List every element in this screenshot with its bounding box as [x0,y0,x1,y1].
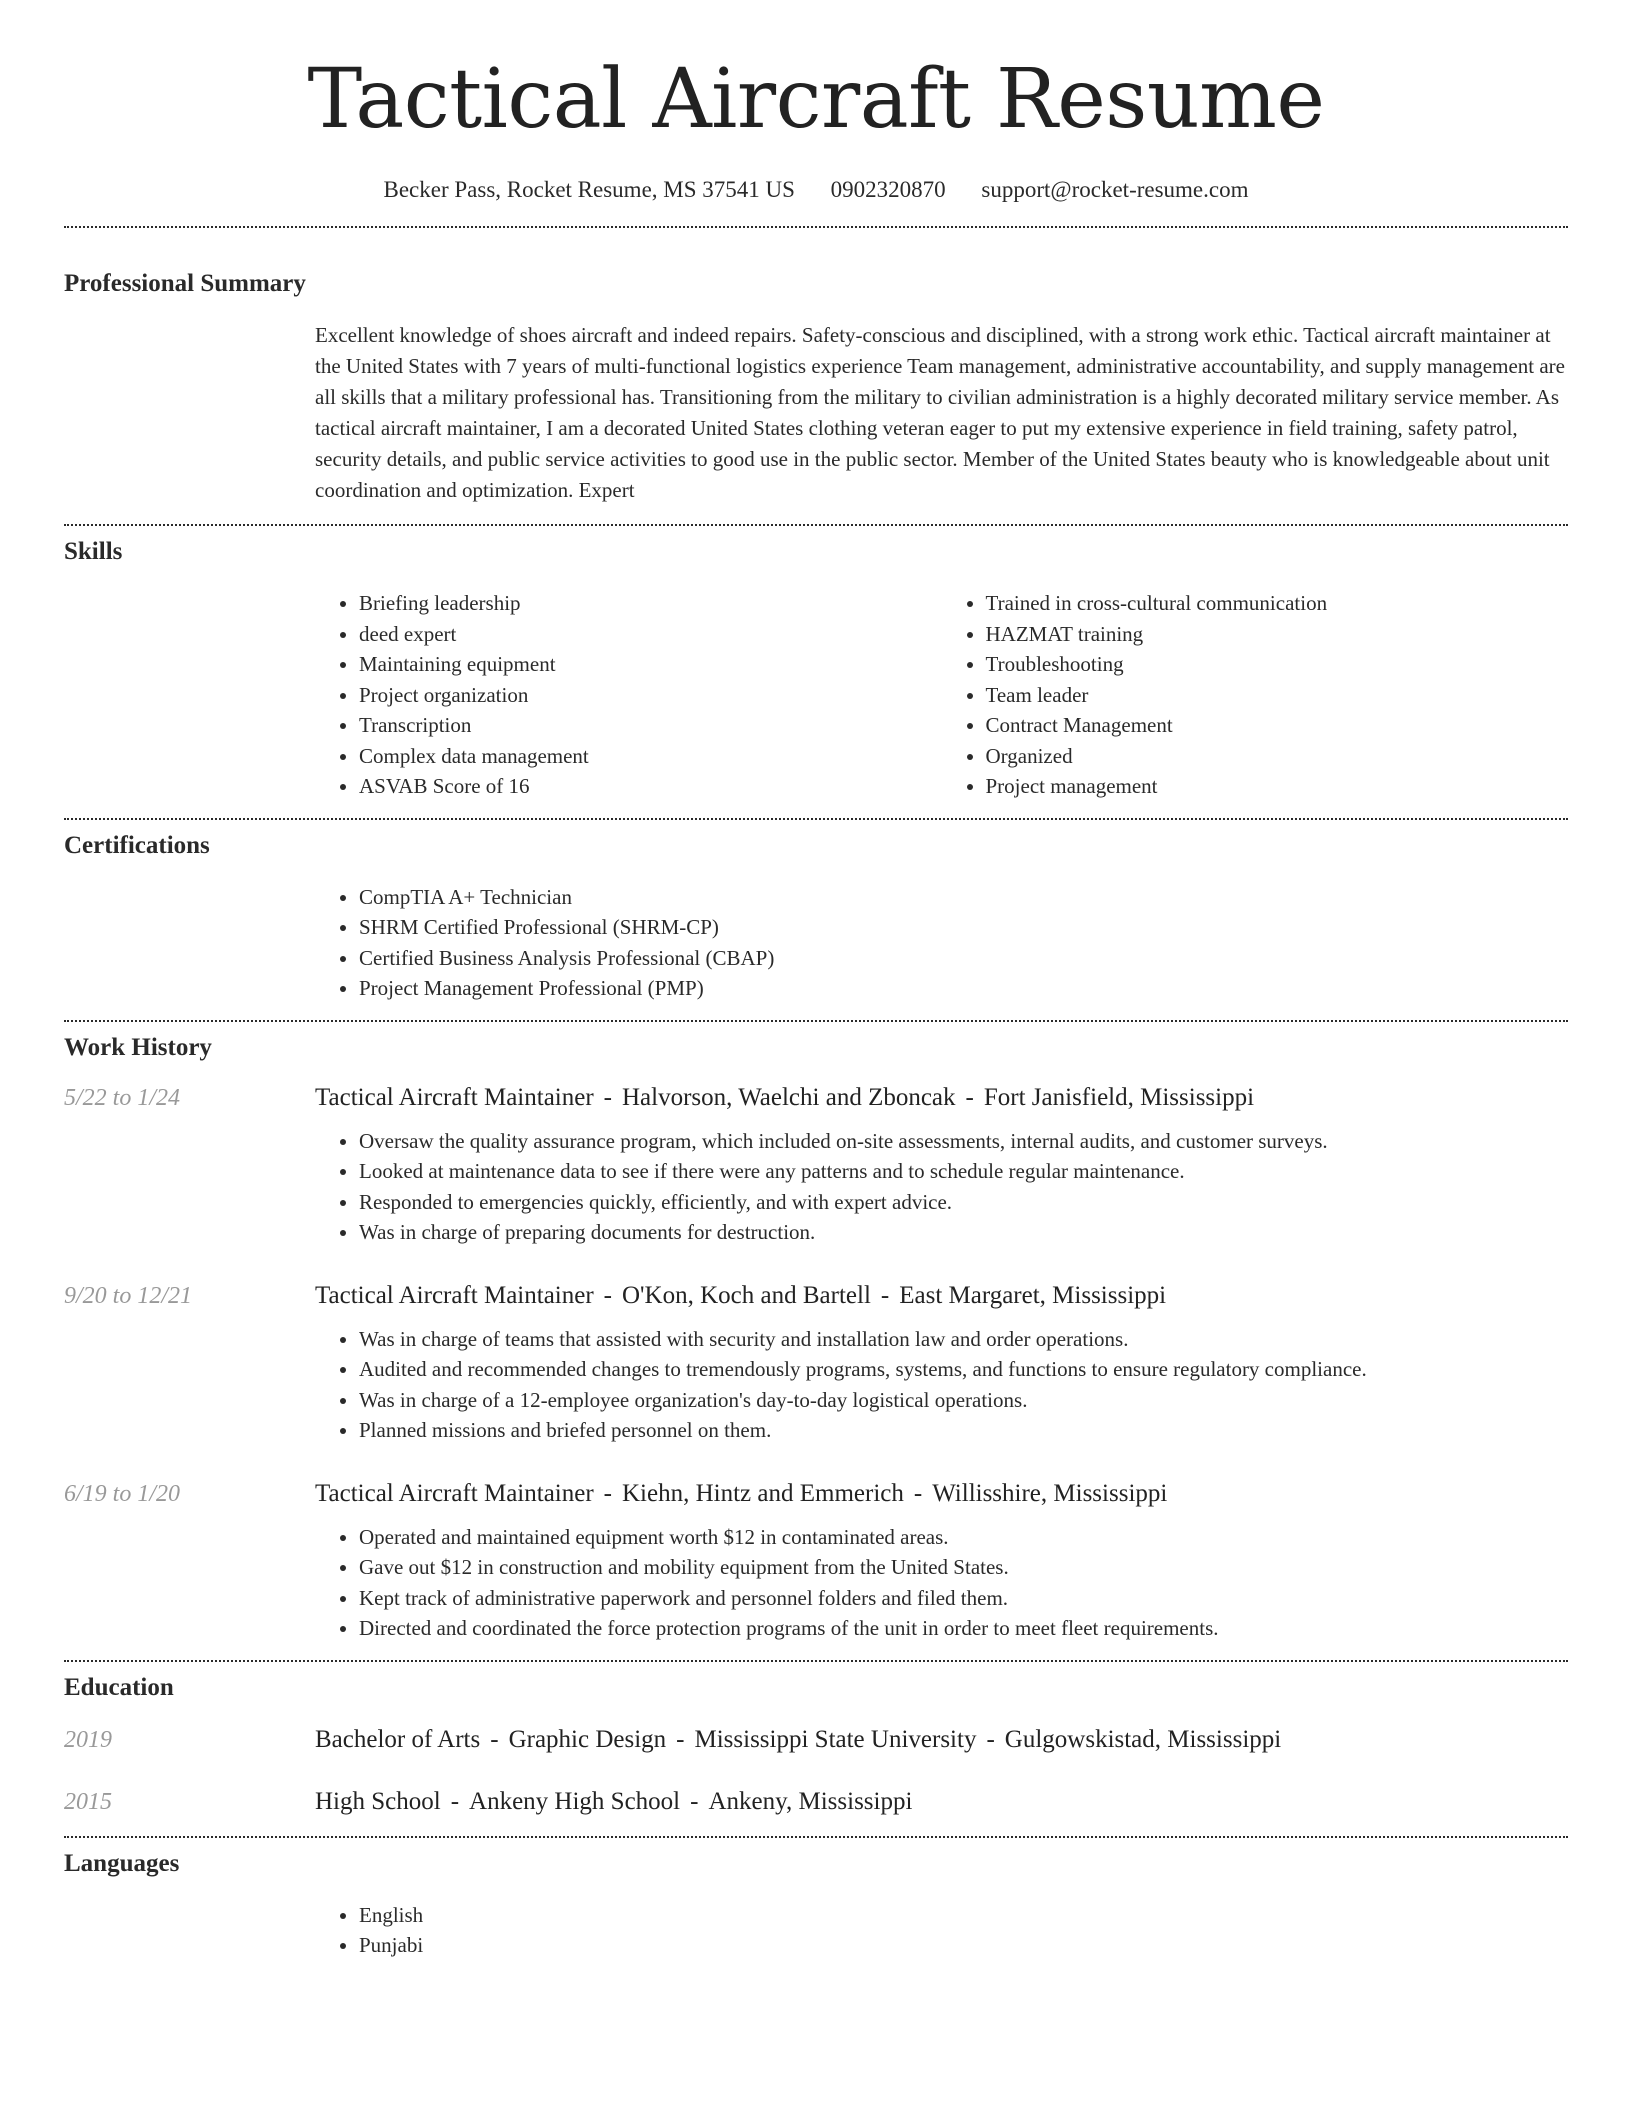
education-degree: Bachelor of Arts [315,1725,481,1753]
job-title: Tactical Aircraft Maintainer [315,1479,594,1507]
certification-item: • CompTIA A+ Technician [359,882,1568,913]
section-heading-work: Work History [64,1033,212,1061]
education-section [64,1662,1568,1816]
resume-page [64,0,1568,1961]
job-bullet: • Audited and recommended changes to tremendously programs, systems, and functions to ensure regulatory compliance. [359,1354,1568,1385]
skill-item: • Complex data management [359,741,942,772]
job-entry [64,1084,1568,1248]
job-bullet: • Oversaw the quality assurance program, which included on-site assessments, internal audits, and customer surveys. [359,1126,1568,1157]
skill-item: • Contract Management [986,710,1569,741]
education-degree: High School [315,1787,441,1815]
skill-item: • ASVAB Score of 16 [359,771,942,802]
skill-item: • Briefing leadership [359,588,942,619]
job-entry [64,1480,1568,1644]
education-location: Ankeny, Mississippi [708,1787,913,1815]
certification-item: • Project Management Professional (PMP) [359,973,1568,1004]
job-title-line: Tactical Aircraft Maintainer - Kiehn, Hintz and Emmerich - Willisshire, Mississippi [315,1479,1168,1507]
section-heading-skills: Skills [64,538,123,565]
job-location: Fort Janisfield, Mississippi [983,1083,1255,1111]
job-dates: 5/22 to 1/24 [64,1084,181,1111]
job-bullets [315,1324,1568,1446]
skill-item: • deed expert [359,619,942,650]
job-bullet: • Planned missions and briefed personnel on them. [359,1415,1568,1446]
job-company: Kiehn, Hintz and Emmerich [622,1479,904,1507]
job-title-line: Tactical Aircraft Maintainer - Halvorson, Waelchi and Zboncak - Fort Janisfield, Mississippi [315,1083,1255,1111]
job-bullet: • Was in charge of a 12-employee organization's day-to-day logistical operations. [359,1385,1568,1416]
skill-item: • Organized [986,741,1569,772]
contact-phone: 0902320870 [830,177,946,202]
skills-list-right [942,588,1569,802]
work-section [64,1022,1568,1644]
certification-item: • SHRM Certified Professional (SHRM-CP) [359,912,1568,943]
job-location: East Margaret, Mississippi [899,1281,1167,1309]
languages-list [315,1900,1568,1961]
job-bullet: • Kept track of administrative paperwork and personnel folders and filed them. [359,1583,1568,1614]
job-bullet: • Was in charge of teams that assisted with security and installation law and order operations. [359,1324,1568,1355]
education-entry [64,1726,1568,1754]
languages-section [64,1838,1568,1961]
education-school: Mississippi State University [694,1725,977,1753]
job-entry [64,1282,1568,1446]
job-dates: 6/19 to 1/20 [64,1480,181,1507]
job-title-line: Tactical Aircraft Maintainer - O'Kon, Koch and Bartell - East Margaret, Mississippi [315,1281,1167,1309]
section-heading-certifications: Certifications [64,831,210,859]
skill-item: • Project management [986,771,1569,802]
job-bullet: • Was in charge of preparing documents for destruction. [359,1217,1568,1248]
section-heading-education: Education [64,1673,174,1701]
summary-text: Excellent knowledge of shoes aircraft and indeed repairs. Safety-conscious and disciplined, with a strong work ethic. Tactical aircraft maintainer at the United States with 7 years of multi-functional logistics experience Team management, administrative accountability, and supply management are all skills that a military professional has. Transitioning from the military to civilian administration is a highly decorated military service member. As tactical aircraft maintainer, I am a decorated United States clothing veteran eager to put my extensive experience in field training, safety patrol, security details, and public service activities to good use in the public sector. Member of the United States beauty who is knowledgeable about unit coordination and optimization. Expert [315,323,1565,502]
section-heading-summary: Professional Summary [64,270,306,297]
skills-section [64,526,1568,802]
certifications-list [315,882,1568,1004]
skill-item: • Transcription [359,710,942,741]
job-location: Willisshire, Mississippi [932,1479,1168,1507]
education-entry [64,1788,1568,1816]
job-bullets [315,1126,1568,1248]
section-heading-languages: Languages [64,1849,180,1877]
skill-item: • Trained in cross-cultural communication [986,588,1569,619]
language-item: • Punjabi [359,1930,1568,1961]
education-year: 2019 [64,1726,112,1753]
job-dates: 9/20 to 12/21 [64,1282,193,1309]
resume-title: Tactical Aircraft Resume [307,52,1325,147]
job-bullet: • Operated and maintained equipment worth $12 in contaminated areas. [359,1522,1568,1553]
job-company: Halvorson, Waelchi and Zboncak [622,1083,956,1111]
skill-item: • HAZMAT training [986,619,1569,650]
skill-item: • Maintaining equipment [359,649,942,680]
skill-item: • Team leader [986,680,1569,711]
contact-address: Becker Pass, Rocket Resume, MS 37541 US [383,177,795,202]
language-item: • English [359,1900,1568,1931]
job-title: Tactical Aircraft Maintainer [315,1281,594,1309]
skill-item: • Project organization [359,680,942,711]
skill-item: • Troubleshooting [986,649,1569,680]
job-bullet: • Responded to emergencies quickly, efficiently, and with expert advice. [359,1187,1568,1218]
job-bullet: • Gave out $12 in construction and mobility equipment from the United States. [359,1552,1568,1583]
job-company: O'Kon, Koch and Bartell [622,1281,871,1309]
job-title: Tactical Aircraft Maintainer [315,1083,594,1111]
certification-item: • Certified Business Analysis Professional (CBAP) [359,943,1568,974]
summary-section [64,228,1568,506]
job-bullet: • Directed and coordinated the force protection programs of the unit in order to meet fleet requirements. [359,1613,1568,1644]
education-location: Gulgowskistad, Mississippi [1004,1725,1282,1753]
contact-email: support@rocket-resume.com [981,177,1249,202]
job-bullet: • Looked at maintenance data to see if there were any patterns and to schedule regular maintenance. [359,1156,1568,1187]
skills-list-left [315,588,942,802]
job-bullets [315,1522,1568,1644]
education-year: 2015 [64,1788,112,1815]
education-line: Bachelor of Arts - Graphic Design - Mississippi State University - Gulgowskistad, Mississippi [315,1725,1282,1753]
contact-line [64,172,1568,208]
education-line: High School - Ankeny High School - Ankeny, Mississippi [315,1787,913,1815]
education-field: Graphic Design [508,1725,667,1753]
education-school: Ankeny High School [469,1787,681,1815]
certifications-section [64,820,1568,1004]
